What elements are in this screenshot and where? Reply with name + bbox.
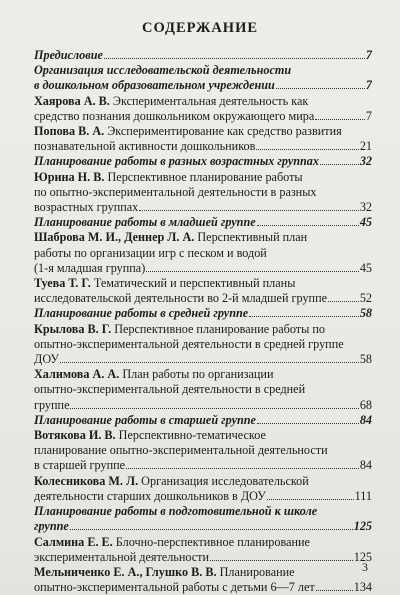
toc-page-number: 111 (354, 488, 372, 503)
toc-line (34, 78, 372, 93)
toc-line-text: Предисловие (34, 48, 103, 62)
toc-line (34, 352, 372, 367)
toc-page-number: 45 (359, 215, 372, 230)
dot-leader (126, 468, 359, 469)
toc-line-text: возрастных группах (34, 200, 139, 215)
toc-article-entry (34, 565, 372, 595)
toc-article-entry (34, 367, 372, 413)
toc-page-number: 32 (359, 200, 372, 215)
toc-line-text: Перспективно-тематическое (115, 428, 266, 443)
toc-line-text: Перспективное планирование работы по (111, 321, 325, 336)
toc-line-text: Организация исследовательской деятельности (34, 63, 292, 78)
toc-author: Халимова А. А. (34, 367, 120, 382)
dot-leader (257, 225, 359, 226)
toc-article-entry (34, 276, 372, 306)
toc-line (34, 185, 372, 200)
toc-line (34, 489, 372, 504)
toc-line (34, 230, 372, 245)
dot-leader (328, 301, 359, 302)
toc-line-text: Перспективное планирование работы (104, 169, 303, 184)
toc-line-text: в дошкольном образовательном учреждении (34, 78, 275, 93)
dot-leader (146, 271, 359, 272)
toc-page-number: 7 (365, 48, 372, 62)
toc-line (34, 261, 372, 276)
toc-line (34, 535, 372, 550)
toc-section-heading (34, 413, 372, 428)
toc-article-entry (34, 535, 372, 565)
toc-page-number: 7 (365, 78, 372, 93)
toc-article-entry (34, 428, 372, 474)
toc-line (34, 580, 372, 595)
toc-line (34, 48, 372, 63)
toc-line-text: экспериментальной деятельности (34, 549, 210, 564)
toc-line-text: исследовательской деятельности во 2-й младшей группе (34, 291, 327, 306)
dot-leader (256, 149, 358, 150)
toc-section-heading (34, 63, 372, 93)
toc-article-entry (34, 230, 372, 276)
toc-line-text: Планирование работы в подготовительной к школе (34, 504, 318, 519)
toc-author: Хаярова А. В. (34, 93, 110, 108)
table-of-contents (34, 48, 372, 595)
toc-article-entry (34, 94, 372, 124)
toc-line (34, 519, 372, 534)
toc-line (34, 565, 372, 580)
dot-leader (320, 164, 359, 165)
toc-line-text: работы по организации игр с песком и водой (34, 245, 267, 260)
toc-line (34, 428, 372, 443)
toc-author: Шаброва М. И., Деннер Л. А. (34, 230, 195, 245)
dot-leader (70, 529, 353, 530)
toc-line (34, 154, 372, 169)
toc-author: Крылова В. Г. (34, 321, 112, 336)
toc-author: Вотякова И. В. (34, 428, 116, 443)
toc-page-number: 32 (359, 154, 372, 169)
toc-line-text: средство познания дошкольником окружающего мира (34, 108, 315, 123)
dot-leader (210, 560, 353, 561)
dot-leader (139, 210, 359, 211)
toc-line (34, 200, 372, 215)
toc-line-text: (1-я младшая группа) (34, 260, 146, 275)
toc-line (34, 306, 372, 321)
toc-line (34, 109, 372, 124)
toc-author: Мельниченко Е. А., Глушко В. В. (34, 564, 217, 579)
toc-page-number: 7 (365, 108, 372, 123)
dot-leader (60, 362, 359, 363)
toc-article-entry (34, 124, 372, 154)
toc-page-number: 68 (359, 397, 372, 412)
toc-line-text: группе (34, 397, 70, 412)
toc-line-text: по опытно-экспериментальной деятельности в разных (34, 184, 317, 199)
toc-line (34, 504, 372, 519)
dot-leader (249, 316, 359, 317)
toc-page-number: 125 (353, 519, 372, 534)
dot-leader (267, 499, 354, 500)
toc-line-text: Перспективный план (194, 230, 308, 245)
toc-line (34, 246, 372, 261)
page-title: СОДЕРЖАНИЕ (141, 20, 259, 36)
dot-leader (70, 408, 358, 409)
toc-section-heading (34, 306, 372, 321)
toc-line-text: Экспериментирование как средство развития (104, 124, 342, 139)
toc-author: Салмина Е. Е. (34, 534, 113, 549)
toc-line-text: Тематический и перспективный планы (90, 276, 296, 291)
toc-article-entry (34, 474, 372, 504)
toc-line (34, 474, 372, 489)
toc-author: Попова В. А. (34, 124, 105, 139)
toc-line (34, 291, 372, 306)
toc-line (34, 398, 372, 413)
toc-line (34, 550, 372, 565)
page-number: 3 (362, 560, 368, 574)
toc-page-number: 52 (359, 291, 372, 306)
toc-section-heading (34, 154, 372, 169)
toc-line (34, 94, 372, 109)
toc-line (34, 63, 372, 78)
toc-page-number: 58 (359, 306, 372, 321)
toc-line (34, 124, 372, 139)
toc-page-number: 84 (359, 412, 372, 427)
toc-line-text: Планирование (216, 564, 295, 579)
toc-page-number: 58 (359, 352, 372, 367)
toc-page-number: 125 (353, 549, 372, 564)
dot-leader (316, 590, 353, 591)
toc-line-text: Планирование работы в старшей группе (34, 412, 256, 427)
toc-line (34, 322, 372, 337)
toc-line-text: Планирование работы в разных возрастных группах (34, 154, 319, 169)
toc-article-entry (34, 170, 372, 216)
toc-line-text: ДОУ (34, 352, 60, 367)
toc-line-text: Экспериментальная деятельность как (109, 93, 309, 108)
dot-leader (276, 88, 365, 89)
toc-line (34, 215, 372, 230)
toc-author: Туева Т. Г. (34, 276, 91, 291)
toc-page-number: 134 (353, 580, 372, 595)
toc-line (34, 382, 372, 397)
toc-line-text: опытно-экспериментальной деятельности в средней группе (34, 336, 344, 351)
toc-line (34, 139, 372, 154)
toc-line (34, 170, 372, 185)
dot-leader (257, 423, 359, 424)
toc-line-text: План работы по организации (119, 367, 274, 382)
toc-line-text: группе (34, 519, 69, 534)
toc-line-text: Планирование работы в младшей группе (34, 215, 256, 230)
toc-line (34, 413, 372, 428)
dot-leader (104, 58, 365, 59)
toc-line-text: Блочно-перспективное планирование (112, 534, 310, 549)
toc-line-text: деятельности старших дошкольников в ДОУ (34, 488, 266, 503)
toc-page-number: 45 (359, 260, 372, 275)
toc-line-text: опытно-экспериментальной деятельности в средней (34, 382, 306, 397)
toc-section-heading (34, 504, 372, 534)
dot-leader (315, 119, 365, 120)
toc-line-text: Организация исследовательской (138, 473, 309, 488)
toc-article-entry (34, 322, 372, 368)
toc-line (34, 443, 372, 458)
toc-line-text: познавательной активности дошкольников (34, 139, 256, 154)
toc-line-text: планирование опытно-экспериментальной деятельности (34, 443, 328, 458)
toc-line-text: Планирование работы в средней группе (34, 306, 249, 321)
toc-section-heading (34, 215, 372, 230)
toc-page-number: 21 (359, 139, 372, 154)
toc-author: Колесникова М. Л. (34, 473, 139, 488)
toc-line (34, 276, 372, 291)
toc-line (34, 337, 372, 352)
toc-section-heading (34, 48, 372, 63)
toc-line (34, 458, 372, 473)
toc-line-text: опытно-экспериментальной работы с детьми 6—7 лет (34, 580, 315, 595)
toc-author: Юрина Н. В. (34, 169, 105, 184)
toc-line-text: в старшей группе (34, 458, 126, 473)
toc-line (34, 367, 372, 382)
toc-page-number: 84 (359, 458, 372, 473)
